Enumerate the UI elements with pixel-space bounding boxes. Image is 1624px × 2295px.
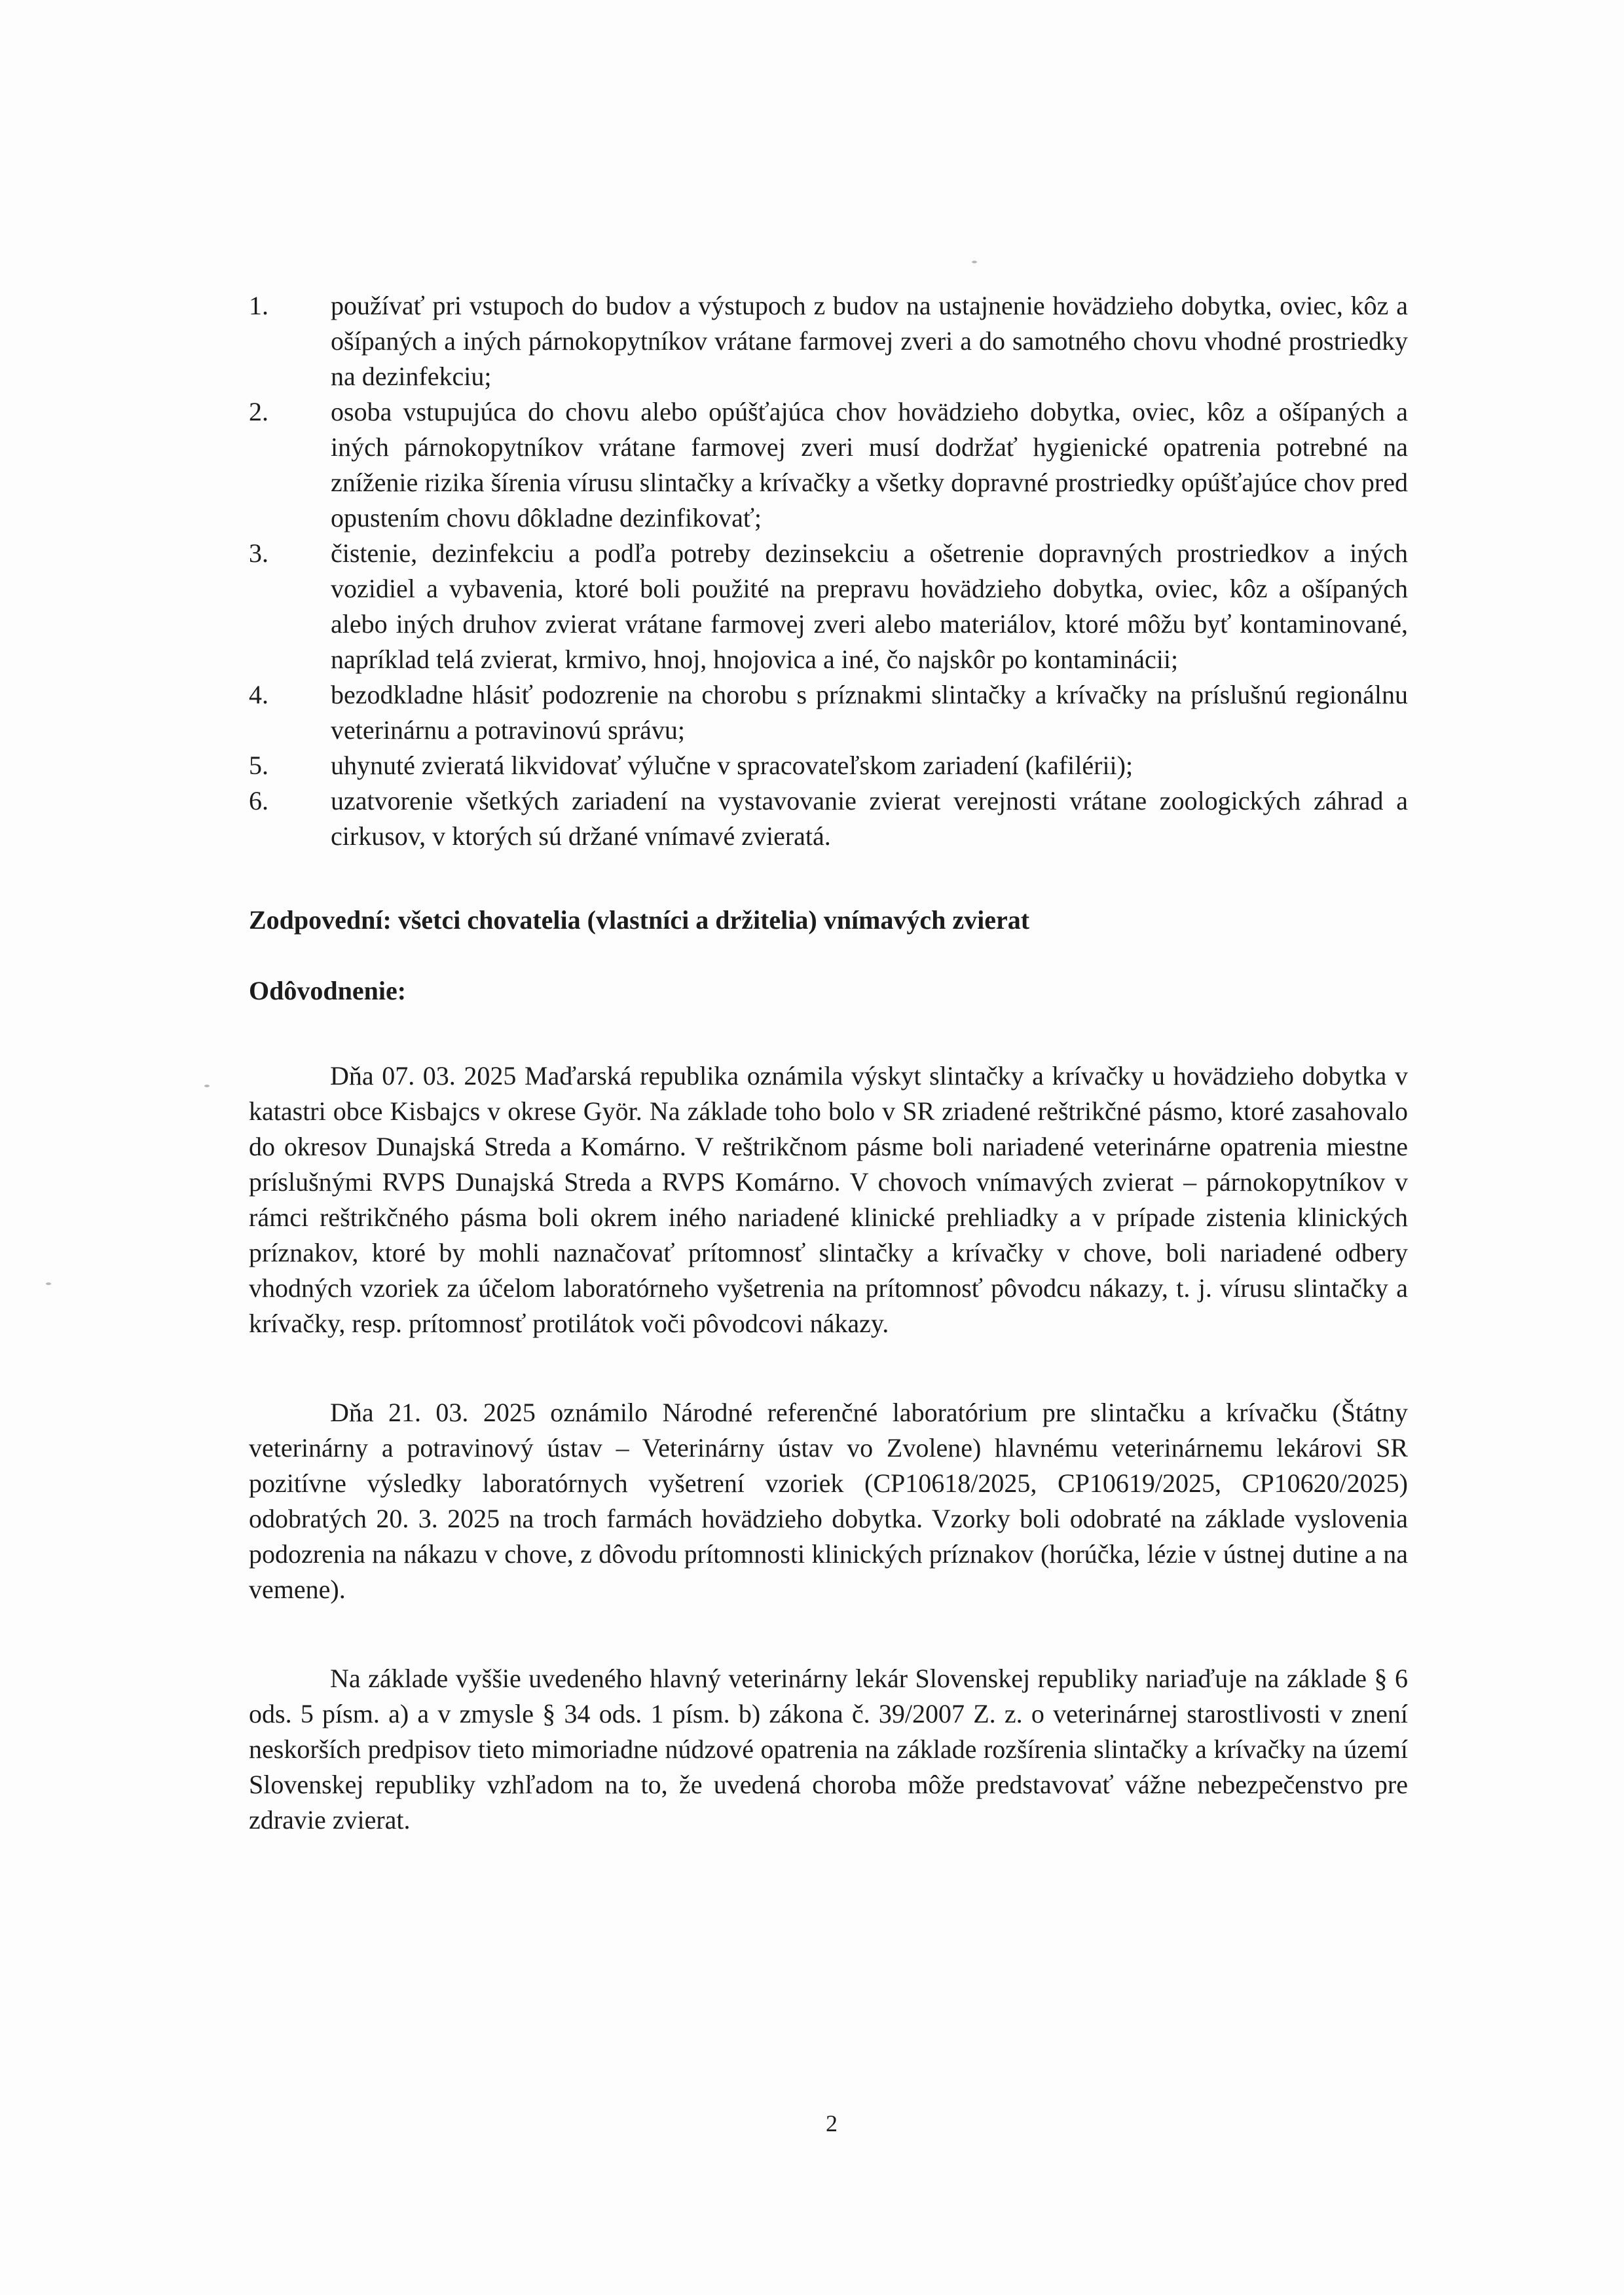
scan-speck [46, 1282, 51, 1285]
responsible-heading: Zodpovední: všetci chovatelia (vlastníci a držitelia) vnímavých zvierat [249, 905, 1030, 935]
list-item-text: bezodkladne hlásiť podozrenie na chorobu s príznakmi slintačky a krívačky na príslušnú regionálnu veterinárnu a potravinovú správu; [331, 680, 1408, 745]
list-item [249, 394, 1408, 536]
list-item [249, 677, 1408, 748]
list-item-text: osoba vstupujúca do chovu alebo opúšťajúca chov hovädzieho dobytka, oviec, kôz a ošípaných a iných párnokopytníkov vrátane farmovej zveri musí dodržať hygienické opatrenia potrebné na zníženie rizika šírenia vírusu slintačky a krívačky a všetky dopravné prostriedky opúšťajúce chov pred opustením chovu dôkladne dezinfikovať; [331, 397, 1408, 532]
list-item [249, 288, 1408, 394]
list-item-text: používať pri vstupoch do budov a výstupoch z budov na ustajnenie hovädzieho dobytka, oviec, kôz a ošípaných a iných párnokopytníkov vrátane farmovej zveri a do samotného chovu vhodné prostriedky na dezinfekciu; [331, 291, 1408, 391]
justification-paragraph: Dňa 21. 03. 2025 oznámilo Národné referenčné laboratórium pre slintačku a krívačku (Štátny veterinárny a potravinový ústav – Veterinárny ústav vo Zvolene) hlavnému veterinárnemu lekárovi SR pozitívne výsledky laboratórnych vyšetrení vzoriek (CP10618/2025, CP10619/2025, CP10620/2025) odobratých 20. 3. 2025 na troch farmách hovädzieho dobytka. Vzorky boli odobraté na základe vyslovenia podozrenia na nákazu v chove, z dôvodu prítomnosti klinických príznakov (horúčka, lézie v ústnej dutine a na vemene). [249, 1398, 1408, 1604]
list-item-text: uhynuté zvieratá likvidovať výlučne v spracovateľskom zariadení (kafilérii); [331, 751, 1134, 780]
list-item-text: uzatvorenie všetkých zariadení na vystavovanie zvierat verejnosti vrátane zoologických záhrad a cirkusov, v ktorých sú držané vnímavé zvieratá. [331, 786, 1408, 851]
list-item [249, 748, 1408, 783]
list-item [249, 783, 1408, 854]
list-item-number: 1. [249, 291, 268, 320]
list-item-number: 5. [249, 751, 268, 780]
list-item-text: čistenie, dezinfekciu a podľa potreby dezinsekciu a ošetrenie dopravných prostriedkov a iných vozidiel a vybavenia, ktoré boli použité na prepravu hovädzieho dobytka, oviec, kôz a ošípaných alebo iných druhov zvierat vrátane farmovej zveri alebo materiálov, ktoré môžu byť kontaminované, napríklad telá zvierat, krmivo, hnoj, hnojovica a iné, čo najskôr po kontaminácii; [331, 538, 1408, 674]
list-item-number: 2. [249, 397, 268, 426]
measures-list [249, 288, 1408, 854]
justification-heading: Odôvodnenie: [249, 976, 407, 1005]
list-item-number: 4. [249, 680, 268, 709]
justification-paragraph: Dňa 07. 03. 2025 Maďarská republika oznámila výskyt slintačky a krívačky u hovädzieho dobytka v katastri obce Kisbajcs v okrese Györ. Na základe toho bolo v SR zriadené reštrikčné pásmo, ktoré zasahovalo do okresov Dunajská Streda a Komárno. V reštrikčnom pásme boli nariadené veterinárne opatrenia miestne príslušnými RVPS Dunajská Streda a RVPS Komárno. V chovoch vnímavých zvierat – párnokopytníkov v rámci reštrikčného pásma boli okrem iného nariadené klinické prehliadky a v prípade zistenia klinických príznakov, ktoré by mohli naznačovať prítomnosť slintačky a krívačky v chove, boli nariadené odbery vhodných vzoriek za účelom laboratórneho vyšetrenia na prítomnosť pôvodcu nákazy, t. j. vírusu slintačky a krívačky, resp. prítomnosť protilátok voči pôvodcovi nákazy. [249, 1061, 1408, 1338]
list-item [249, 536, 1408, 677]
list-item-number: 6. [249, 786, 268, 815]
order-paragraph: Na základe vyššie uvedeného hlavný veterinárny lekár Slovenskej republiky nariaďuje na základe § 6 ods. 5 písm. a) a v zmysle § 34 ods. 1 písm. b) zákona č. 39/2007 Z. z. o veterinárnej starostlivosti v znení neskorších predpisov tieto mimoriadne núdzové opatrenia na základe rozšírenia slintačky a krívačky na území Slovenskej republiky vzhľadom na to, že uvedená choroba môže predstavovať vážne nebezpečenstvo pre zdravie zvierat. [249, 1664, 1408, 1835]
page-number: 2 [826, 2110, 838, 2136]
scan-speck [204, 1085, 210, 1087]
scan-speck [972, 261, 977, 263]
document-body [249, 288, 1408, 1838]
list-item-number: 3. [249, 538, 268, 568]
